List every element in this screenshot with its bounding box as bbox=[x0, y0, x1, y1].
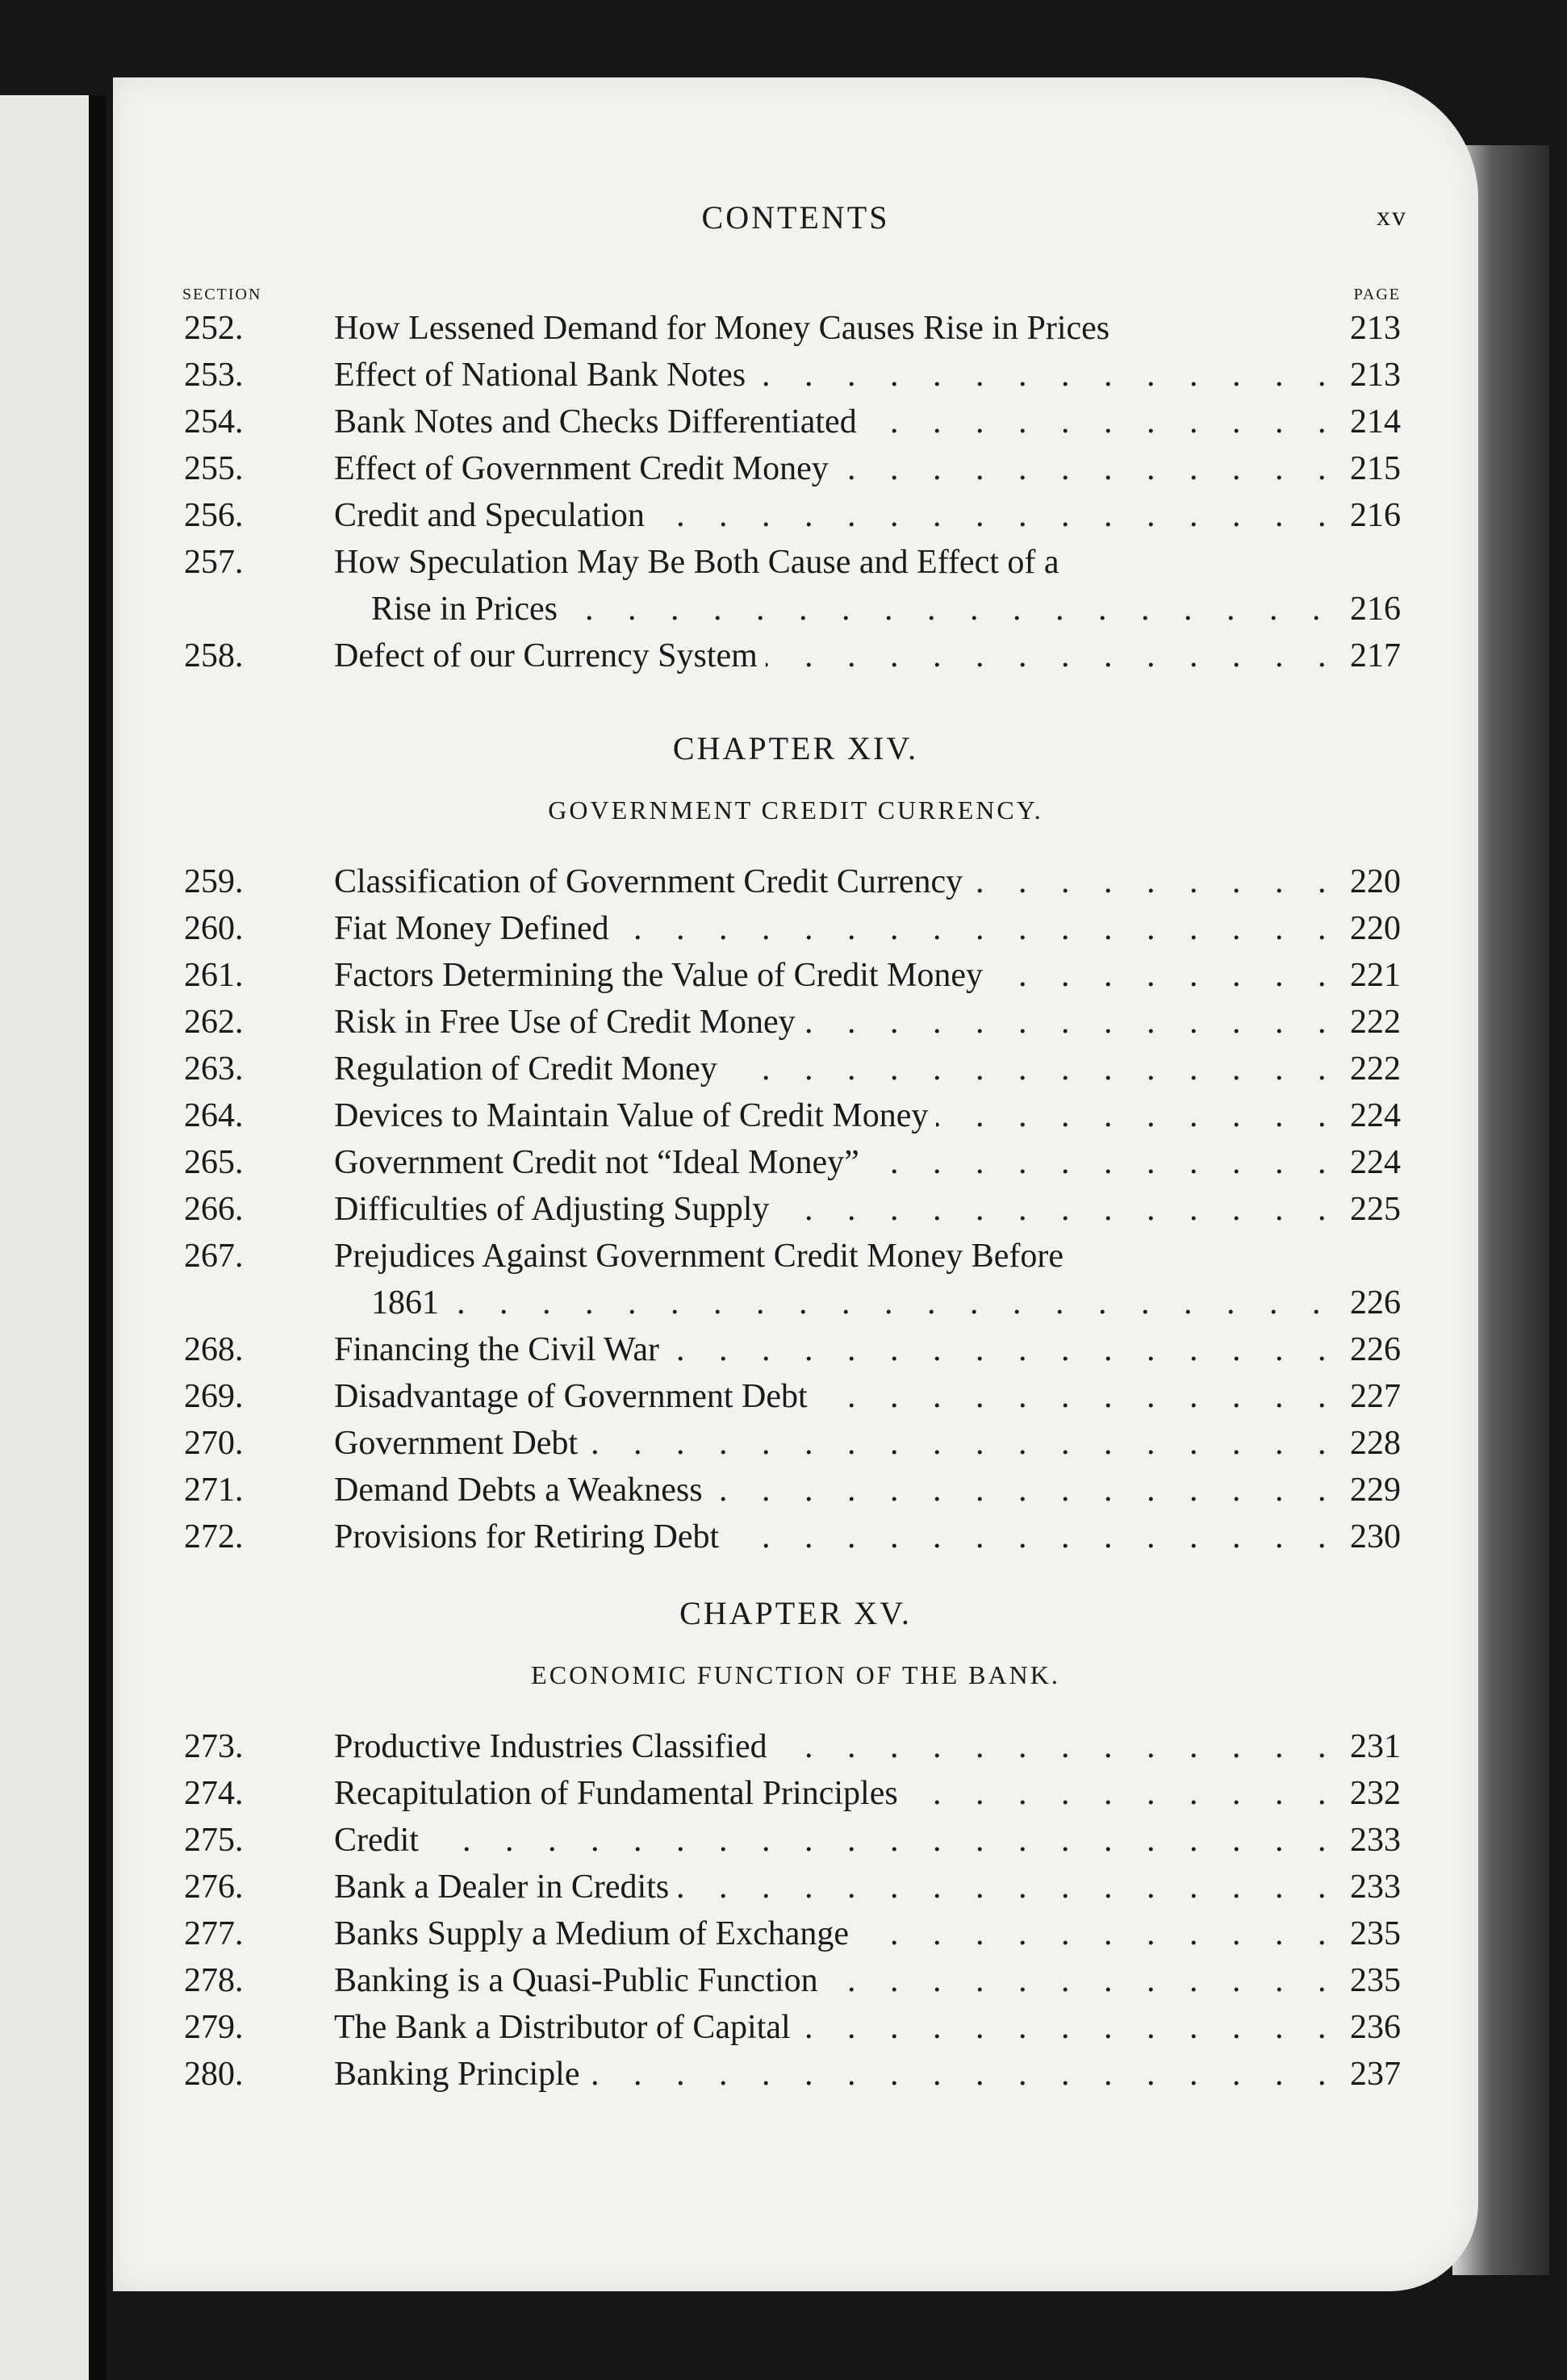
section-number: 257. bbox=[184, 544, 244, 581]
entry-title: Risk in Free Use of Credit Money bbox=[334, 1004, 804, 1041]
toc-entry bbox=[113, 1420, 1478, 1467]
chapter-heading: CHAPTER XIV. bbox=[672, 730, 919, 766]
toc-list-1 bbox=[113, 305, 1478, 679]
entry-page: 225 bbox=[1350, 1191, 1401, 1228]
toc-entry bbox=[113, 1186, 1478, 1233]
toc-entry bbox=[113, 1373, 1478, 1420]
toc-entry bbox=[113, 1326, 1478, 1373]
section-number: 280. bbox=[184, 2056, 244, 2093]
entry-page: 220 bbox=[1350, 863, 1401, 900]
section-number: 271. bbox=[184, 1472, 244, 1509]
entry-page: 235 bbox=[1350, 1962, 1401, 1999]
section-column-label: SECTION bbox=[182, 286, 262, 303]
entry-page: 224 bbox=[1350, 1144, 1401, 1181]
entry-title: Regulation of Credit Money bbox=[334, 1050, 725, 1088]
section-number: 277. bbox=[184, 1915, 244, 1952]
toc-entry bbox=[113, 352, 1478, 399]
entry-title: Defect of our Currency System bbox=[334, 637, 766, 674]
chapter-subtitle: ECONOMIC FUNCTION OF THE BANK. bbox=[531, 1660, 1060, 1689]
toc-entry bbox=[113, 1864, 1478, 1910]
entry-title: How Speculation May Be Both Cause and Effect of a bbox=[334, 544, 1068, 581]
entry-title: Devices to Maintain Value of Credit Money bbox=[334, 1097, 936, 1134]
section-number: 269. bbox=[184, 1378, 244, 1415]
section-number: 264. bbox=[184, 1097, 244, 1134]
section-number: 253. bbox=[184, 357, 244, 394]
entry-title: Prejudices Against Government Credit Money Before bbox=[334, 1238, 1072, 1275]
entry-page: 216 bbox=[1350, 497, 1401, 534]
toc-list-2 bbox=[113, 858, 1478, 1560]
entry-title: The Bank a Distributor of Capital bbox=[334, 2009, 799, 2046]
section-number: 273. bbox=[184, 1728, 244, 1765]
entry-page: 220 bbox=[1350, 910, 1401, 947]
toc-entry bbox=[113, 858, 1478, 905]
entry-page: 228 bbox=[1350, 1425, 1401, 1462]
entry-page: 216 bbox=[1350, 591, 1401, 628]
entry-title-continued: 1861 bbox=[371, 1280, 447, 1326]
entry-title: Bank a Dealer in Credits bbox=[334, 1869, 677, 1906]
section-number: 263. bbox=[184, 1050, 244, 1088]
chapter-subtitle: GOVERNMENT CREDIT CURRENCY. bbox=[548, 795, 1043, 825]
toc-entry bbox=[113, 1957, 1478, 2004]
entry-page: 226 bbox=[1350, 1284, 1401, 1322]
chapter-heading: CHAPTER XV. bbox=[679, 1595, 912, 1631]
entry-title-continued: Rise in Prices bbox=[371, 586, 566, 633]
entry-title: Financing the Civil War bbox=[334, 1331, 667, 1368]
section-number: 272. bbox=[184, 1518, 244, 1555]
section-number: 258. bbox=[184, 637, 244, 674]
toc-entry bbox=[113, 492, 1478, 539]
entry-title: Factors Determining the Value of Credit Money bbox=[334, 957, 991, 994]
entry-title: Classification of Government Credit Currency bbox=[334, 863, 971, 900]
entry-page: 217 bbox=[1350, 637, 1401, 674]
toc-entry bbox=[113, 1514, 1478, 1560]
entry-page: 235 bbox=[1350, 1915, 1401, 1952]
toc-entry bbox=[113, 1770, 1478, 1817]
section-number: 278. bbox=[184, 1962, 244, 1999]
section-number: 265. bbox=[184, 1144, 244, 1181]
entry-page: 237 bbox=[1350, 2056, 1401, 2093]
section-number: 256. bbox=[184, 497, 244, 534]
section-number: 266. bbox=[184, 1191, 244, 1228]
entry-page: 231 bbox=[1350, 1728, 1401, 1765]
page-column-label: PAGE bbox=[1353, 286, 1401, 303]
entry-title: Disadvantage of Government Debt bbox=[334, 1378, 816, 1415]
section-number: 254. bbox=[184, 403, 244, 441]
running-head-title: CONTENTS bbox=[701, 199, 890, 236]
toc-entry bbox=[113, 399, 1478, 445]
toc-entry bbox=[113, 1723, 1478, 1770]
entry-title: Productive Industries Classified bbox=[334, 1728, 775, 1765]
toc-entry bbox=[113, 633, 1478, 679]
entry-page: 213 bbox=[1350, 357, 1401, 394]
toc-entry bbox=[113, 305, 1478, 352]
entry-title: Difficulties of Adjusting Supply bbox=[334, 1191, 777, 1228]
toc-entry bbox=[113, 445, 1478, 492]
section-number: 274. bbox=[184, 1775, 244, 1812]
entry-page: 230 bbox=[1350, 1518, 1401, 1555]
toc-entry bbox=[113, 1139, 1478, 1186]
section-number: 270. bbox=[184, 1425, 244, 1462]
section-number: 261. bbox=[184, 957, 244, 994]
entry-page: 233 bbox=[1350, 1822, 1401, 1859]
entry-page: 232 bbox=[1350, 1775, 1401, 1812]
toc-entry bbox=[113, 539, 1478, 633]
section-number: 275. bbox=[184, 1822, 244, 1859]
entry-page: 215 bbox=[1350, 450, 1401, 487]
toc-entry bbox=[113, 905, 1478, 952]
section-number: 276. bbox=[184, 1869, 244, 1906]
entry-page: 227 bbox=[1350, 1378, 1401, 1415]
section-number: 252. bbox=[184, 310, 244, 347]
contents-page bbox=[113, 77, 1478, 2291]
binding-gutter bbox=[89, 95, 107, 2380]
section-number: 259. bbox=[184, 863, 244, 900]
toc-entry bbox=[113, 1910, 1478, 1957]
entry-title: How Lessened Demand for Money Causes Rise in Prices bbox=[334, 310, 1118, 347]
entry-page: 221 bbox=[1350, 957, 1401, 994]
entry-title: Demand Debts a Weakness bbox=[334, 1472, 711, 1509]
entry-page: 229 bbox=[1350, 1472, 1401, 1509]
entry-title: Credit bbox=[334, 1822, 427, 1859]
toc-entry bbox=[113, 1046, 1478, 1092]
entry-title: Banking is a Quasi-Public Function bbox=[334, 1962, 826, 1999]
entry-title: Fiat Money Defined bbox=[334, 910, 617, 947]
entry-title: Government Credit not “Ideal Money” bbox=[334, 1144, 867, 1181]
entry-page: 222 bbox=[1350, 1004, 1401, 1041]
entry-title: Effect of National Bank Notes bbox=[334, 357, 754, 394]
toc-entry bbox=[113, 952, 1478, 999]
entry-title: Banking Principle bbox=[334, 2056, 587, 2093]
entry-page: 226 bbox=[1350, 1331, 1401, 1368]
section-number: 255. bbox=[184, 450, 244, 487]
running-head-page-number: xv bbox=[1377, 202, 1407, 232]
toc-entry bbox=[113, 1092, 1478, 1139]
section-number: 268. bbox=[184, 1331, 244, 1368]
entry-title: Credit and Speculation bbox=[334, 497, 653, 534]
entry-page: 222 bbox=[1350, 1050, 1401, 1088]
toc-entry bbox=[113, 1233, 1478, 1326]
toc-entry bbox=[113, 999, 1478, 1046]
section-number: 267. bbox=[184, 1238, 244, 1275]
entry-title: Recapitulation of Fundamental Principles bbox=[334, 1775, 906, 1812]
entry-title: Provisions for Retiring Debt bbox=[334, 1518, 727, 1555]
entry-title: Government Debt bbox=[334, 1425, 586, 1462]
entry-title: Effect of Government Credit Money bbox=[334, 450, 837, 487]
entry-title: Bank Notes and Checks Differentiated bbox=[334, 403, 865, 441]
toc-list-3 bbox=[113, 1723, 1478, 2098]
entry-page: 236 bbox=[1350, 2009, 1401, 2046]
section-number: 260. bbox=[184, 910, 244, 947]
section-number: 279. bbox=[184, 2009, 244, 2046]
leader-dots bbox=[371, 1280, 1325, 1326]
toc-entry bbox=[113, 2004, 1478, 2051]
section-number: 262. bbox=[184, 1004, 244, 1041]
running-head bbox=[113, 198, 1478, 247]
entry-title: Banks Supply a Medium of Exchange bbox=[334, 1915, 857, 1952]
entry-page: 233 bbox=[1350, 1869, 1401, 1906]
toc-entry bbox=[113, 1467, 1478, 1514]
entry-page: 214 bbox=[1350, 403, 1401, 441]
entry-page: 224 bbox=[1350, 1097, 1401, 1134]
entry-page: 213 bbox=[1350, 310, 1401, 347]
toc-entry bbox=[113, 2051, 1478, 2098]
toc-entry bbox=[113, 1817, 1478, 1864]
